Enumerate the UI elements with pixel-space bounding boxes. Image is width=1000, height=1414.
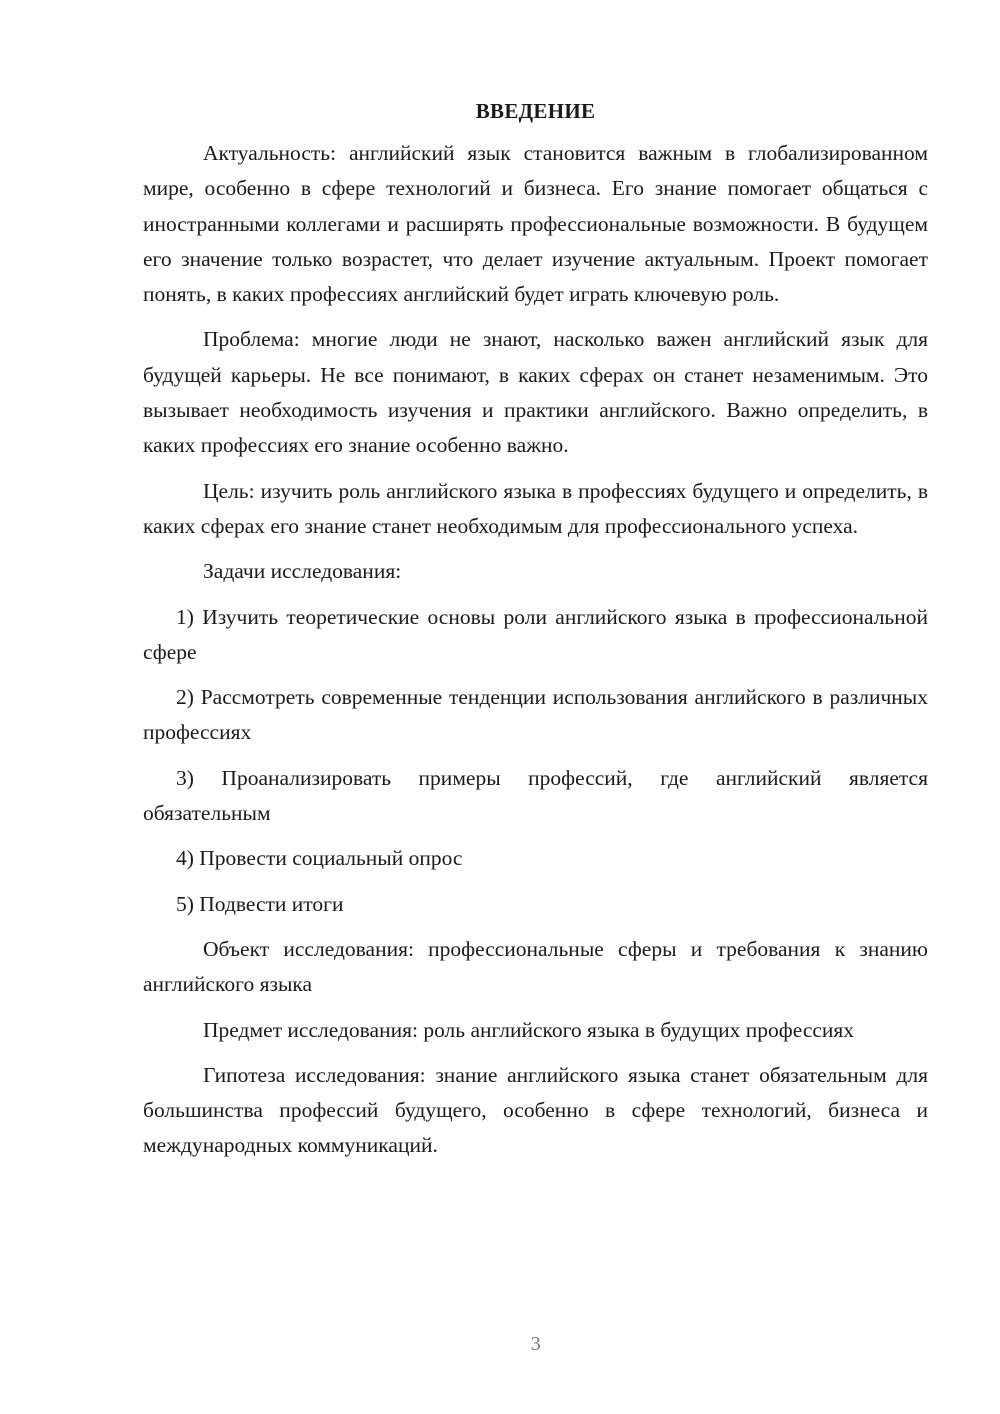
page-number: 3	[530, 1333, 542, 1355]
paragraph-goal: Цель: изучить роль английского языка в профессиях будущего и определить, в каких сферах его знание станет необходимым для профессионального успеха.	[143, 478, 928, 538]
list-item: 1) Изучить теоретические основы роли английского языка в профессиональной сфере	[143, 604, 928, 664]
list-item: 2) Рассмотреть современные тенденции использования английского в различных профессиях	[143, 685, 928, 745]
paragraph-problem: Проблема: многие люди не знают, насколько важен английский язык для будущей карьеры. Не все понимают, в каких сферах он станет незаменимым. Это вызывает необходимость изучения и практики английского. Важно определить, в каких профессиях его знание особенно важно.	[143, 327, 928, 458]
list-item: 3) Проанализировать примеры профессий, где английский является обязательным	[143, 765, 928, 826]
paragraph-subject: Предмет исследования: роль английского языка в будущих профессиях	[203, 1017, 855, 1042]
tasks-list	[143, 600, 928, 922]
paragraph-object: Объект исследования: профессиональные сферы и требования к знанию английского языка	[143, 936, 928, 997]
list-item: 4) Провести социальный опрос	[176, 846, 463, 871]
paragraph-hypothesis: Гипотеза исследования: знание английского языка станет обязательным для большинства профессий будущего, особенно в сфере технологий, бизнеса и международных коммуникаций.	[143, 1062, 928, 1158]
document-body	[143, 96, 928, 1174]
tasks-heading: Задачи исследования:	[203, 559, 402, 584]
paragraph-relevance: Актуальность: английский язык становится важным в глобализированном мире, особенно в сфере технологий и бизнеса. Его знание помогает общаться с иностранными коллегами и расширять профессиональные возможности. В будущем его значение только возрастет, что делает изучение актуальным. Проект помогает понять, в каких профессиях английский будет играть ключевую роль.	[143, 141, 928, 307]
list-item: 5) Подвести итоги	[176, 891, 344, 916]
page-title: ВВЕДЕНИЕ	[475, 99, 596, 123]
